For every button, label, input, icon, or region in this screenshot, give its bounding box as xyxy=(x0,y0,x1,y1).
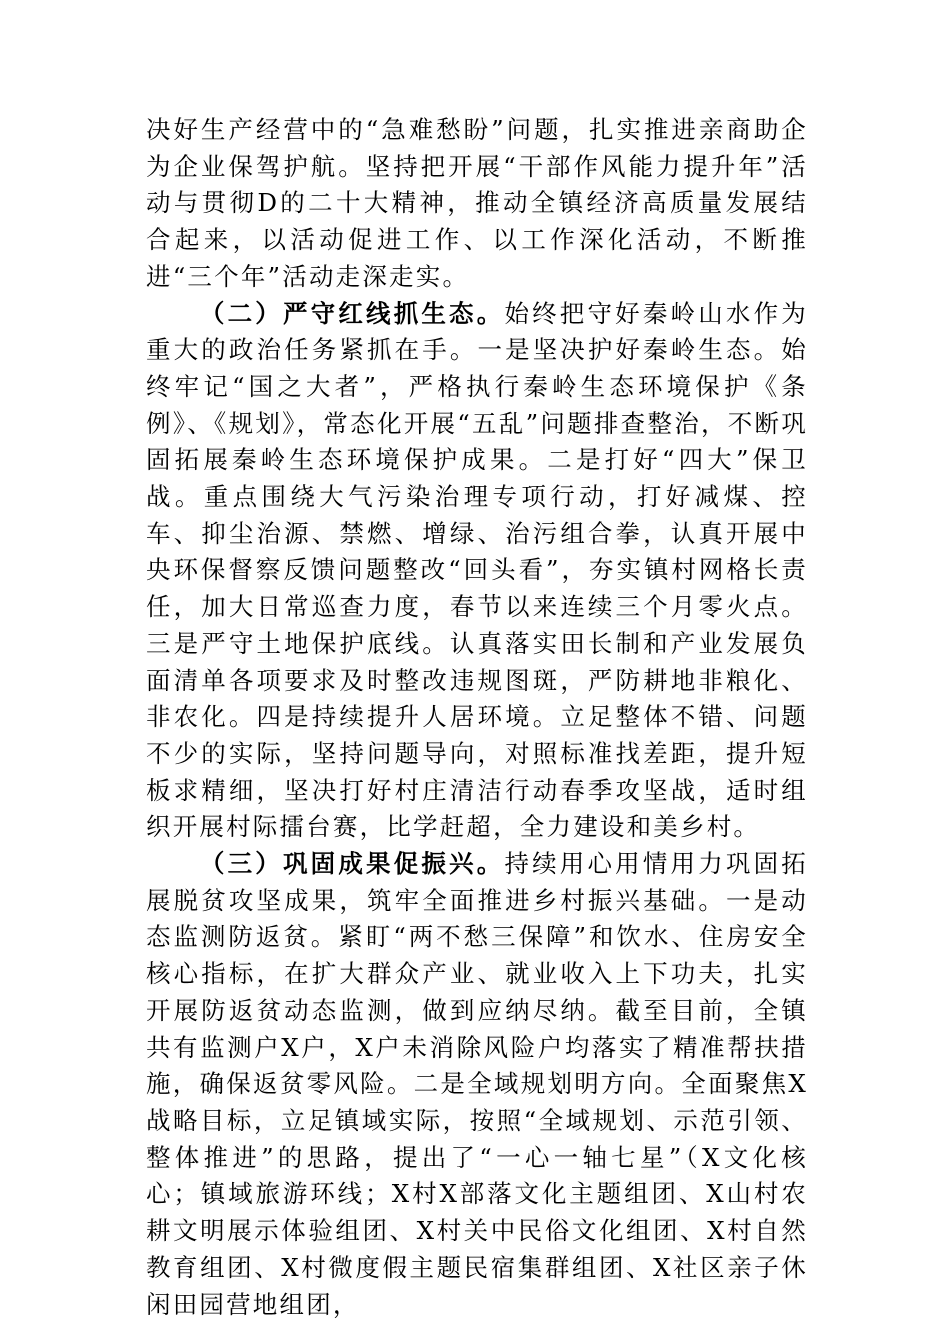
section-heading: （二）严守红线抓生态。 xyxy=(199,298,505,328)
section-heading: （三）巩固成果促振兴。 xyxy=(199,849,505,879)
paragraph-revitalization xyxy=(146,846,808,1323)
paragraph-continuation xyxy=(146,112,808,296)
paragraph-text: 持续用心用情用力巩固拓展脱贫攻坚成果，筑牢全面推进乡村振兴基础。一是动态监测防返贫。紧盯“两不愁三保障”和饮水、住房安全核心指标，在扩大群众产业、就业收入上下功夫，扎实开展防返贫动态监测，做到应纳尽纳。截至目前，全镇共有监测户X户，X户未消除风险户均落实了精准帮扶措施，确保返贫零风险。二是全域规划明方向。全面聚焦X战略目标，立足镇域实际，按照“全域规划、示范引领、整体推进”的思路，提出了“一心一轴七星”（X文化核心；镇域旅游环线；X村X部落文化主题组团、X山村农耕文明展示体验组团、X村关中民俗文化组团、X村自然教育组团、X村微度假主题民宿集群组团、X社区亲子休闲田园营地组团， xyxy=(146,849,808,1319)
paragraph-ecology xyxy=(146,296,808,847)
document-body xyxy=(146,112,808,1323)
paragraph-text: 决好生产经营中的“急难愁盼”问题，扎实推进亲商助企为企业保驾护航。坚持把开展“干部作风能力提升年”活动与贯彻D的二十大精神，推动全镇经济高质量发展结合起来，以活动促进工作、以工作深化活动，不断推进“三个年”活动走深走实。 xyxy=(146,115,808,291)
paragraph-text: 始终把守好秦岭山水作为重大的政治任务紧抓在手。一是坚决护好秦岭生态。始终牢记“国之大者”，严格执行秦岭生态环境保护《条例》、《规划》，常态化开展“五乱”问题排查整治，不断巩固拓展秦岭生态环境保护成果。二是打好“四大”保卫战。重点围绕大气污染治理专项行动，打好减煤、控车、抑尘治源、禁燃、增绿、治污组合拳，认真开展中央环保督察反馈问题整改“回头看”，夯实镇村网格长责任，加大日常巡查力度，春节以来连续三个月零火点。三是严守土地保护底线。认真落实田长制和产业发展负面清单各项要求及时整改违规图斑，严防耕地非粮化、非农化。四是持续提升人居环境。立足整体不错、问题不少的实际，坚持问题导向，对照标准找差距，提升短板求精细，坚决打好村庄清洁行动春季攻坚战，适时组织开展村际擂台赛，比学赶超，全力建设和美乡村。 xyxy=(146,298,808,842)
